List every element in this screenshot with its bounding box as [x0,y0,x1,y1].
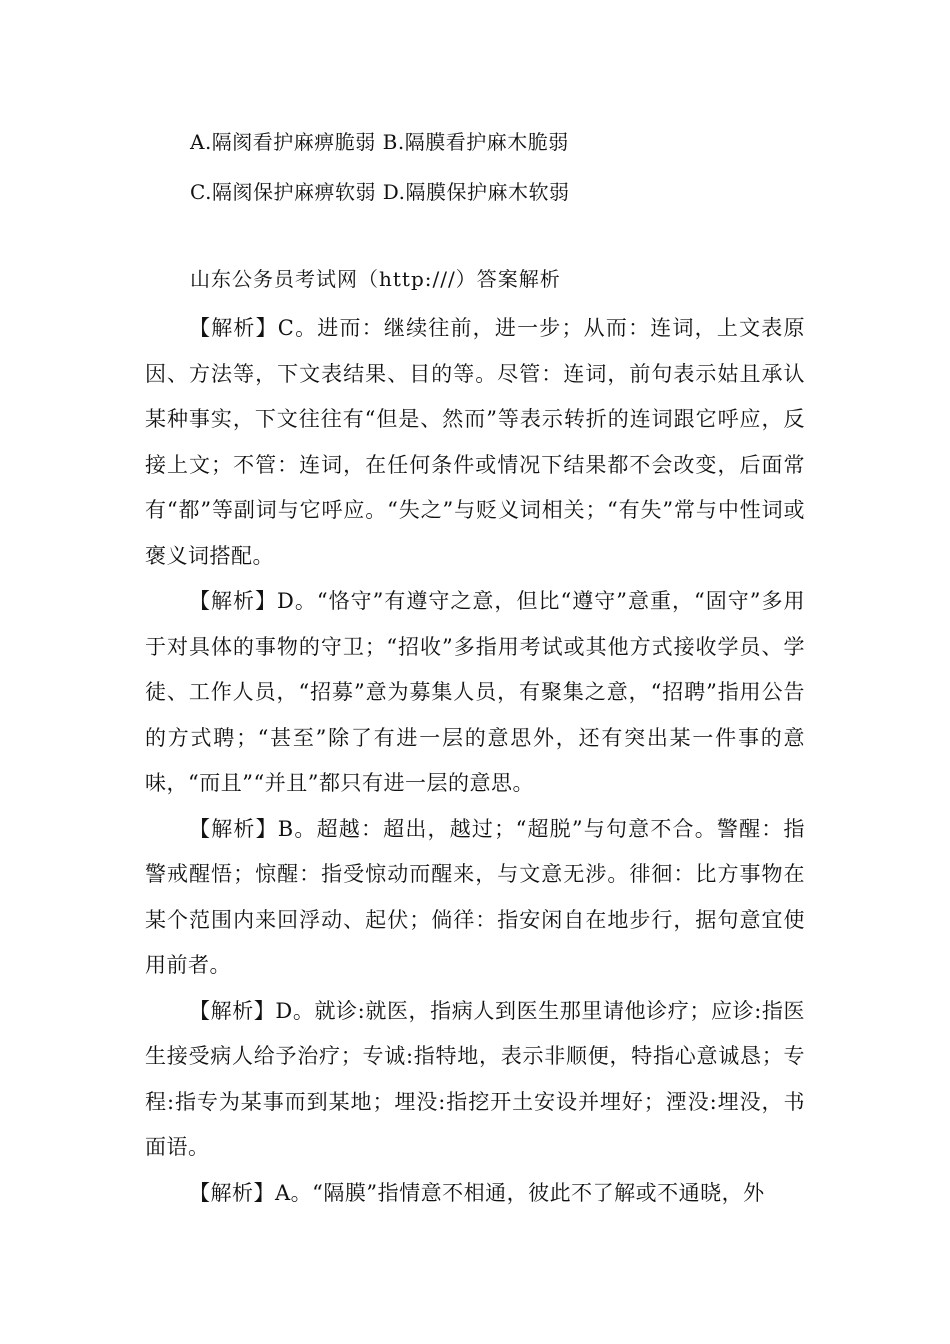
explanation-paragraph-3: 【解析】B。超越：超出，越过；“超脱”与句意不合。警醒：指警戒醒悟；惊醒：指受惊动而醒来，与文意无涉。徘徊：比方事物在某个范围内来回浮动、起伏；倘徉：指安闲自在地步行，据句意宜使用前者。 [145,816,805,977]
explanation-paragraph-4: 【解析】D。就诊:就医，指病人到医生那里请他诊疗；应诊:指医生接受病人给予治疗；专诚:指特地，表示非顺便，特指心意诚恳；专程:指专为某事而到某地；埋没:指挖开土安设并埋好；湮没:埋没，书面语。 [145,998,805,1159]
answer-source-heading: 山东公务员考试网（http:///）答案解析 [190,267,561,291]
option-line-cd: C.隔阂保护麻痹软弱 D.隔膜保护麻木软弱 [190,180,570,204]
answer-explanations [145,306,805,1216]
option-line-ab: A.隔阂看护麻痹脆弱 B.隔膜看护麻木脆弱 [190,130,569,154]
explanation-paragraph-5: 【解析】A。“隔膜”指情意不相通，彼此不了解或不通晓，外 [189,1180,765,1205]
answer-options [190,117,830,217]
explanation-paragraph-1: 【解析】C。进而：继续往前，进一步；从而：连词，上文表原因、方法等，下文表结果、目的等。尽管：连词，前句表示姑且承认某种事实，下文往往有“但是、然而”等表示转折的连词跟它呼应，反接上文；不管：连词，在任何条件或情况下结果都不会改变，后面常有“都”等副词与它呼应。“失之”与贬义词相关；“有失”常与中性词或褒义词搭配。 [145,316,805,568]
explanation-paragraph-2: 【解析】D。“恪守”有遵守之意，但比“遵守”意重，“固守”多用于对具体的事物的守卫；“招收”多指用考试或其他方式接收学员、学徒、工作人员，“招募”意为募集人员，有聚集之意，“招聘”指用公告的方式聘；“甚至”除了有进一层的意思外，还有突出某一件事的意味，“而且”“并且”都只有进一层的意思。 [145,589,805,795]
